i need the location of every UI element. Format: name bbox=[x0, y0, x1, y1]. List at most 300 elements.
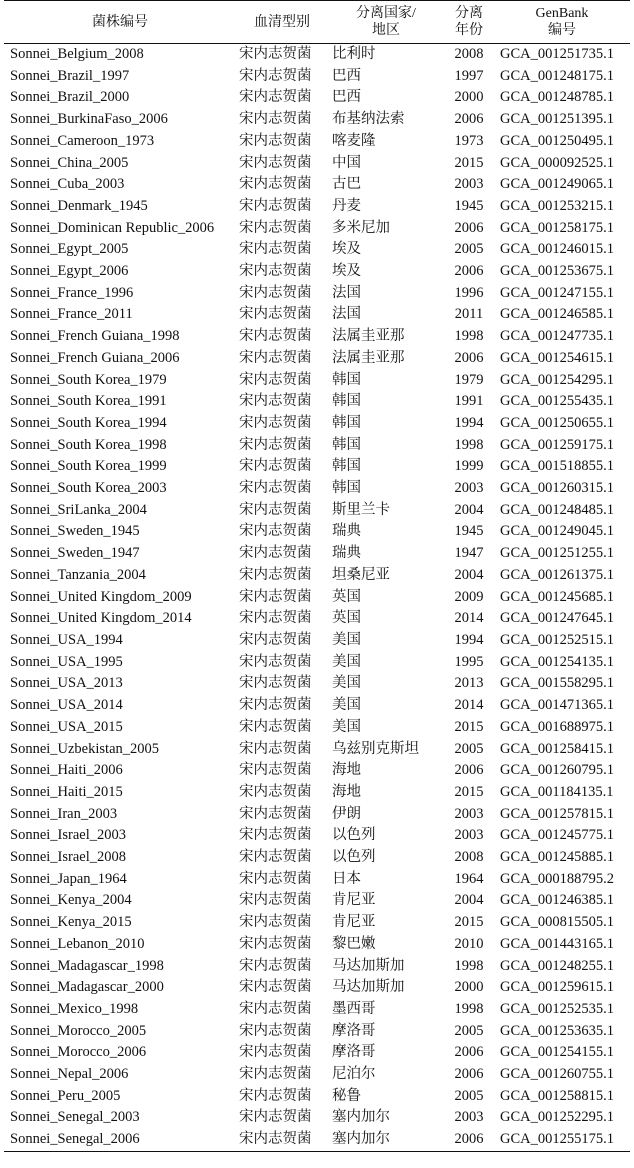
strain-id-cell: Sonnei_France_1996 bbox=[10, 284, 134, 301]
serotype-cell: 宋内志贺菌 bbox=[239, 111, 312, 128]
year-cell: 1964 bbox=[454, 870, 484, 887]
country-cell: 法国 bbox=[332, 284, 361, 301]
header-line: 菌株编号 bbox=[92, 14, 148, 30]
strain-id-cell: Sonnei_USA_2015 bbox=[10, 718, 123, 735]
country-cell: 中国 bbox=[332, 154, 361, 171]
table-row bbox=[4, 652, 630, 674]
serotype-cell: 宋内志贺菌 bbox=[239, 219, 312, 236]
serotype-cell: 宋内志贺菌 bbox=[239, 545, 312, 562]
strain-id-cell: Sonnei_Kenya_2004 bbox=[10, 892, 132, 909]
country-cell: 丹麦 bbox=[332, 197, 361, 214]
genbank-cell: GCA_001247735.1 bbox=[500, 328, 614, 345]
table-body bbox=[4, 44, 630, 1152]
genbank-cell: GCA_001246015.1 bbox=[500, 241, 614, 258]
table-row bbox=[4, 1021, 630, 1043]
year-cell: 1979 bbox=[454, 371, 484, 388]
serotype-cell: 宋内志贺菌 bbox=[239, 1066, 312, 1083]
genbank-cell: GCA_001443165.1 bbox=[500, 935, 614, 952]
genbank-cell: GCA_000188795.2 bbox=[500, 870, 614, 887]
serotype-cell: 宋内志贺菌 bbox=[239, 935, 312, 952]
year-cell: 2003 bbox=[454, 1109, 484, 1126]
table-row bbox=[4, 218, 630, 240]
table-row bbox=[4, 565, 630, 587]
country-cell: 斯里兰卡 bbox=[332, 501, 390, 518]
genbank-cell: GCA_001558295.1 bbox=[500, 675, 614, 692]
genbank-cell: GCA_001252535.1 bbox=[500, 1000, 614, 1017]
header-line: 地区 bbox=[372, 23, 400, 38]
serotype-cell: 宋内志贺菌 bbox=[239, 501, 312, 518]
country-cell: 巴西 bbox=[332, 89, 361, 106]
year-cell: 2014 bbox=[454, 697, 484, 714]
country-cell: 古巴 bbox=[332, 176, 361, 193]
strain-id-cell: Sonnei_South Korea_2003 bbox=[10, 480, 167, 497]
strain-id-cell: Sonnei_Morocco_2005 bbox=[10, 1022, 147, 1039]
genbank-cell: GCA_001254135.1 bbox=[500, 653, 614, 670]
serotype-cell: 宋内志贺菌 bbox=[239, 1022, 312, 1039]
serotype-cell: 宋内志贺菌 bbox=[239, 740, 312, 757]
genbank-cell: GCA_001258175.1 bbox=[500, 219, 614, 236]
country-cell: 肯尼亚 bbox=[332, 914, 376, 931]
strain-id-cell: Sonnei_Madagascar_1998 bbox=[10, 957, 164, 974]
genbank-cell: GCA_001246385.1 bbox=[500, 892, 614, 909]
serotype-cell: 宋内志贺菌 bbox=[239, 523, 312, 540]
country-cell: 韩国 bbox=[332, 436, 361, 453]
country-header bbox=[328, 1, 444, 44]
year-cell: 2006 bbox=[454, 1131, 484, 1148]
table-row bbox=[4, 739, 630, 761]
country-cell: 肯尼亚 bbox=[332, 892, 376, 909]
country-cell: 伊朗 bbox=[332, 805, 361, 822]
strain-id-cell: Sonnei_BurkinaFaso_2006 bbox=[10, 111, 168, 128]
strain-id-cell: Sonnei_South Korea_1999 bbox=[10, 458, 167, 475]
serotype-cell: 宋内志贺菌 bbox=[239, 349, 312, 366]
year-cell: 2010 bbox=[454, 935, 484, 952]
year-cell: 2005 bbox=[454, 1087, 484, 1104]
country-cell: 摩洛哥 bbox=[332, 1022, 376, 1039]
country-cell: 巴西 bbox=[332, 67, 361, 84]
strain-id-cell: Sonnei_USA_2014 bbox=[10, 697, 123, 714]
genbank-cell: GCA_001247155.1 bbox=[500, 284, 614, 301]
year-cell: 2003 bbox=[454, 176, 484, 193]
year-cell: 1998 bbox=[454, 1000, 484, 1017]
serotype-cell: 宋内志贺菌 bbox=[239, 414, 312, 431]
header-line: 年份 bbox=[455, 23, 483, 38]
year-cell: 1994 bbox=[454, 631, 484, 648]
table-row bbox=[4, 348, 630, 370]
country-cell: 海地 bbox=[332, 783, 361, 800]
table-row bbox=[4, 804, 630, 826]
country-cell: 韩国 bbox=[332, 371, 361, 388]
table-row bbox=[4, 521, 630, 543]
strain-id-cell: Sonnei_Madagascar_2000 bbox=[10, 979, 164, 996]
year-cell: 2006 bbox=[454, 1066, 484, 1083]
year-cell: 1997 bbox=[454, 67, 484, 84]
table-row bbox=[4, 283, 630, 305]
serotype-cell: 宋内志贺菌 bbox=[239, 762, 312, 779]
genbank-cell: GCA_001249045.1 bbox=[500, 523, 614, 540]
table-row bbox=[4, 890, 630, 912]
genbank-cell: GCA_001252515.1 bbox=[500, 631, 614, 648]
year-cell: 2003 bbox=[454, 480, 484, 497]
serotype-cell: 宋内志贺菌 bbox=[239, 979, 312, 996]
serotype-cell: 宋内志贺菌 bbox=[239, 197, 312, 214]
strain-id-cell: Sonnei_Cuba_2003 bbox=[10, 176, 125, 193]
country-cell: 英国 bbox=[332, 588, 361, 605]
table-row bbox=[4, 717, 630, 739]
year-cell: 2014 bbox=[454, 610, 484, 627]
strain-id-cell: Sonnei_USA_1995 bbox=[10, 653, 123, 670]
year-cell: 1998 bbox=[454, 436, 484, 453]
strain-id-cell: Sonnei_Sweden_1945 bbox=[10, 523, 140, 540]
strain-id-cell: Sonnei_Israel_2003 bbox=[10, 827, 126, 844]
year-cell: 1973 bbox=[454, 132, 484, 149]
country-cell: 马达加斯加 bbox=[332, 957, 405, 974]
genbank-cell: GCA_001254615.1 bbox=[500, 349, 614, 366]
serotype-cell: 宋内志贺菌 bbox=[239, 480, 312, 497]
table-row bbox=[4, 695, 630, 717]
strain-id-cell: Sonnei_Japan_1964 bbox=[10, 870, 127, 887]
year-cell: 2000 bbox=[454, 979, 484, 996]
table-row bbox=[4, 1086, 630, 1108]
table-row bbox=[4, 1129, 630, 1151]
serotype-cell: 宋内志贺菌 bbox=[239, 1131, 312, 1148]
country-cell: 埃及 bbox=[332, 263, 361, 280]
table-row bbox=[4, 608, 630, 630]
strain-id-cell: Sonnei_Brazil_2000 bbox=[10, 89, 130, 106]
table-row bbox=[4, 587, 630, 609]
genbank-cell: GCA_000092525.1 bbox=[500, 154, 614, 171]
serotype-cell: 宋内志贺菌 bbox=[239, 914, 312, 931]
serotype-cell: 宋内志贺菌 bbox=[239, 1000, 312, 1017]
strain-id-cell: Sonnei_Sweden_1947 bbox=[10, 545, 140, 562]
country-cell: 布基纳法索 bbox=[332, 111, 405, 128]
country-cell: 法国 bbox=[332, 306, 361, 323]
serotype-cell: 宋内志贺菌 bbox=[239, 805, 312, 822]
genbank-cell: GCA_001245775.1 bbox=[500, 827, 614, 844]
strain-id-cell: Sonnei_French Guiana_1998 bbox=[10, 328, 180, 345]
genbank-cell: GCA_001248175.1 bbox=[500, 67, 614, 84]
country-cell: 美国 bbox=[332, 697, 361, 714]
genbank-cell: GCA_001246585.1 bbox=[500, 306, 614, 323]
year-cell: 2004 bbox=[454, 892, 484, 909]
genbank-cell: GCA_001258415.1 bbox=[500, 740, 614, 757]
table-row bbox=[4, 912, 630, 934]
genbank-cell: GCA_001260755.1 bbox=[500, 1066, 614, 1083]
strain-id-cell: Sonnei_United Kingdom_2014 bbox=[10, 610, 192, 627]
strain-id-cell: Sonnei_Egypt_2006 bbox=[10, 263, 129, 280]
country-cell: 比利时 bbox=[332, 46, 376, 62]
strain-id-cell: Sonnei_Denmark_1945 bbox=[10, 197, 148, 214]
country-cell: 海地 bbox=[332, 762, 361, 779]
strain-id-cell: Sonnei_South Korea_1998 bbox=[10, 436, 167, 453]
year-cell: 2006 bbox=[454, 219, 484, 236]
serotype-cell: 宋内志贺菌 bbox=[239, 588, 312, 605]
country-cell: 塞内加尔 bbox=[332, 1131, 390, 1148]
country-cell: 塞内加尔 bbox=[332, 1109, 390, 1126]
strain-table bbox=[4, 0, 630, 1152]
strain-id-cell: Sonnei_South Korea_1994 bbox=[10, 414, 167, 431]
header-line: 分离国家/ bbox=[356, 6, 416, 21]
table-row bbox=[4, 261, 630, 283]
year-cell: 2006 bbox=[454, 1044, 484, 1061]
table-row bbox=[4, 825, 630, 847]
genbank-cell: GCA_000815505.1 bbox=[500, 914, 614, 931]
table-row bbox=[4, 977, 630, 999]
year-cell: 2008 bbox=[454, 849, 484, 866]
year-cell: 2004 bbox=[454, 566, 484, 583]
serotype-cell: 宋内志贺菌 bbox=[239, 371, 312, 388]
serotype-cell: 宋内志贺菌 bbox=[239, 89, 312, 106]
table-row bbox=[4, 478, 630, 500]
table-header bbox=[4, 1, 630, 44]
genbank-cell: GCA_001184135.1 bbox=[500, 783, 614, 800]
strain-id-cell: Sonnei_Brazil_1997 bbox=[10, 67, 130, 84]
header-line: 分离 bbox=[455, 6, 483, 21]
header-line: 编号 bbox=[548, 23, 576, 38]
table-row bbox=[4, 934, 630, 956]
strain-id-cell: Sonnei_Iran_2003 bbox=[10, 805, 118, 822]
strain-id-cell: Sonnei_United Kingdom_2009 bbox=[10, 588, 192, 605]
serotype-cell: 宋内志贺菌 bbox=[239, 610, 312, 627]
table-row bbox=[4, 109, 630, 131]
table-row bbox=[4, 956, 630, 978]
serotype-cell: 宋内志贺菌 bbox=[239, 458, 312, 475]
year-cell: 1996 bbox=[454, 284, 484, 301]
table-row bbox=[4, 760, 630, 782]
table-row bbox=[4, 44, 630, 66]
genbank-cell: GCA_001253635.1 bbox=[500, 1022, 614, 1039]
country-cell: 瑞典 bbox=[332, 545, 361, 562]
strain-id-cell: Sonnei_Senegal_2006 bbox=[10, 1131, 140, 1148]
table-row bbox=[4, 435, 630, 457]
serotype-cell: 宋内志贺菌 bbox=[239, 849, 312, 866]
strain-id-cell: Sonnei_Senegal_2003 bbox=[10, 1109, 140, 1126]
country-cell: 法属圭亚那 bbox=[332, 349, 405, 366]
serotype-header bbox=[236, 1, 328, 44]
genbank-cell: GCA_001245685.1 bbox=[500, 588, 614, 605]
genbank-cell: GCA_001471365.1 bbox=[500, 697, 614, 714]
genbank-cell: GCA_001247645.1 bbox=[500, 610, 614, 627]
table-row bbox=[4, 543, 630, 565]
country-cell: 美国 bbox=[332, 631, 361, 648]
genbank-cell: GCA_001254155.1 bbox=[500, 1044, 614, 1061]
strain-id-cell: Sonnei_Peru_2005 bbox=[10, 1087, 121, 1104]
year-cell: 1999 bbox=[454, 458, 484, 475]
genbank-cell: GCA_001518855.1 bbox=[500, 458, 614, 475]
strain-id-cell: Sonnei_France_2011 bbox=[10, 306, 133, 323]
serotype-cell: 宋内志贺菌 bbox=[239, 631, 312, 648]
table-row bbox=[4, 782, 630, 804]
serotype-cell: 宋内志贺菌 bbox=[239, 892, 312, 909]
serotype-cell: 宋内志贺菌 bbox=[239, 306, 312, 323]
table-row bbox=[4, 87, 630, 109]
strain-id-cell: Sonnei_Dominican Republic_2006 bbox=[10, 219, 215, 236]
genbank-cell: GCA_001251255.1 bbox=[500, 545, 614, 562]
genbank-cell: GCA_001259175.1 bbox=[500, 436, 614, 453]
strain-id-cell: Sonnei_Morocco_2006 bbox=[10, 1044, 147, 1061]
table-row bbox=[4, 456, 630, 478]
serotype-cell: 宋内志贺菌 bbox=[239, 67, 312, 84]
genbank-cell: GCA_001258815.1 bbox=[500, 1087, 614, 1104]
serotype-cell: 宋内志贺菌 bbox=[239, 328, 312, 345]
genbank-cell: GCA_001250655.1 bbox=[500, 414, 614, 431]
strain-id-header bbox=[4, 1, 236, 44]
country-cell: 喀麦隆 bbox=[332, 132, 376, 149]
table-row bbox=[4, 196, 630, 218]
country-cell: 美国 bbox=[332, 675, 361, 692]
serotype-cell: 宋内志贺菌 bbox=[239, 827, 312, 844]
genbank-cell: GCA_001251735.1 bbox=[500, 46, 614, 62]
table-row bbox=[4, 66, 630, 88]
serotype-cell: 宋内志贺菌 bbox=[239, 154, 312, 171]
year-cell: 2003 bbox=[454, 827, 484, 844]
genbank-cell: GCA_001248255.1 bbox=[500, 957, 614, 974]
serotype-cell: 宋内志贺菌 bbox=[239, 1109, 312, 1126]
genbank-cell: GCA_001251395.1 bbox=[500, 111, 614, 128]
strain-id-cell: Sonnei_USA_2013 bbox=[10, 675, 123, 692]
serotype-cell: 宋内志贺菌 bbox=[239, 1044, 312, 1061]
year-cell: 2005 bbox=[454, 740, 484, 757]
serotype-cell: 宋内志贺菌 bbox=[239, 284, 312, 301]
country-cell: 日本 bbox=[332, 870, 361, 887]
genbank-cell: GCA_001248785.1 bbox=[500, 89, 614, 106]
genbank-cell: GCA_001252295.1 bbox=[500, 1109, 614, 1126]
serotype-cell: 宋内志贺菌 bbox=[239, 1087, 312, 1104]
strain-id-cell: Sonnei_SriLanka_2004 bbox=[10, 501, 147, 518]
country-cell: 秘鲁 bbox=[332, 1087, 361, 1104]
table-row bbox=[4, 869, 630, 891]
serotype-cell: 宋内志贺菌 bbox=[239, 176, 312, 193]
genbank-cell: GCA_001260795.1 bbox=[500, 762, 614, 779]
country-cell: 马达加斯加 bbox=[332, 979, 405, 996]
strain-id-cell: Sonnei_China_2005 bbox=[10, 154, 129, 171]
table-row bbox=[4, 326, 630, 348]
genbank-cell: GCA_001255435.1 bbox=[500, 393, 614, 410]
serotype-cell: 宋内志贺菌 bbox=[239, 436, 312, 453]
table-row bbox=[4, 999, 630, 1021]
strain-id-cell: Sonnei_Lebanon_2010 bbox=[10, 935, 145, 952]
table-row bbox=[4, 153, 630, 175]
year-cell: 2005 bbox=[454, 241, 484, 258]
table-row bbox=[4, 1064, 630, 1086]
serotype-cell: 宋内志贺菌 bbox=[239, 957, 312, 974]
country-cell: 摩洛哥 bbox=[332, 1044, 376, 1061]
table-row bbox=[4, 500, 630, 522]
strain-id-cell: Sonnei_Mexico_1998 bbox=[10, 1000, 139, 1017]
country-cell: 法属圭亚那 bbox=[332, 328, 405, 345]
table-row bbox=[4, 847, 630, 869]
year-cell: 1998 bbox=[454, 328, 484, 345]
year-cell: 2006 bbox=[454, 111, 484, 128]
year-cell: 1994 bbox=[454, 414, 484, 431]
header-line: GenBank bbox=[535, 6, 589, 21]
year-cell: 2015 bbox=[454, 718, 484, 735]
strain-id-cell: Sonnei_Tanzania_2004 bbox=[10, 566, 146, 583]
strain-id-cell: Sonnei_French Guiana_2006 bbox=[10, 349, 180, 366]
serotype-cell: 宋内志贺菌 bbox=[239, 783, 312, 800]
genbank-cell: GCA_001259615.1 bbox=[500, 979, 614, 996]
strain-id-cell: Sonnei_Egypt_2005 bbox=[10, 241, 129, 258]
year-cell: 2015 bbox=[454, 914, 484, 931]
year-cell: 2009 bbox=[454, 588, 484, 605]
genbank-header bbox=[494, 1, 630, 44]
country-cell: 多米尼加 bbox=[332, 219, 390, 236]
strain-id-cell: Sonnei_South Korea_1979 bbox=[10, 371, 167, 388]
genbank-cell: GCA_001261375.1 bbox=[500, 566, 614, 583]
year-cell: 2004 bbox=[454, 501, 484, 518]
year-cell: 2003 bbox=[454, 805, 484, 822]
serotype-cell: 宋内志贺菌 bbox=[239, 697, 312, 714]
year-cell: 2006 bbox=[454, 349, 484, 366]
year-cell: 2006 bbox=[454, 762, 484, 779]
country-cell: 坦桑尼亚 bbox=[332, 566, 390, 583]
genbank-cell: GCA_001253675.1 bbox=[500, 263, 614, 280]
table-row bbox=[4, 174, 630, 196]
year-cell: 1945 bbox=[454, 523, 484, 540]
country-cell: 美国 bbox=[332, 653, 361, 670]
country-cell: 埃及 bbox=[332, 241, 361, 258]
serotype-cell: 宋内志贺菌 bbox=[239, 46, 312, 62]
strain-id-cell: Sonnei_Belgium_2008 bbox=[10, 46, 144, 62]
country-cell: 尼泊尔 bbox=[332, 1066, 376, 1083]
year-cell: 2008 bbox=[454, 46, 484, 62]
strain-id-cell: Sonnei_USA_1994 bbox=[10, 631, 123, 648]
genbank-cell: GCA_001688975.1 bbox=[500, 718, 614, 735]
year-cell: 2013 bbox=[454, 675, 484, 692]
genbank-cell: GCA_001253215.1 bbox=[500, 197, 614, 214]
header-row bbox=[4, 1, 630, 44]
country-cell: 墨西哥 bbox=[332, 1000, 376, 1017]
year-cell: 1991 bbox=[454, 393, 484, 410]
table-row bbox=[4, 131, 630, 153]
serotype-cell: 宋内志贺菌 bbox=[239, 132, 312, 149]
document-page bbox=[4, 0, 630, 1152]
strain-id-cell: Sonnei_Uzbekistan_2005 bbox=[10, 740, 160, 757]
serotype-cell: 宋内志贺菌 bbox=[239, 653, 312, 670]
country-cell: 韩国 bbox=[332, 480, 361, 497]
country-cell: 以色列 bbox=[332, 849, 376, 866]
country-cell: 韩国 bbox=[332, 414, 361, 431]
year-cell: 2011 bbox=[454, 306, 484, 323]
country-cell: 美国 bbox=[332, 718, 361, 735]
serotype-cell: 宋内志贺菌 bbox=[239, 566, 312, 583]
country-cell: 以色列 bbox=[332, 827, 376, 844]
strain-id-cell: Sonnei_South Korea_1991 bbox=[10, 393, 167, 410]
year-cell: 1947 bbox=[454, 545, 484, 562]
year-cell: 1995 bbox=[454, 653, 484, 670]
genbank-cell: GCA_001250495.1 bbox=[500, 132, 614, 149]
genbank-cell: GCA_001254295.1 bbox=[500, 371, 614, 388]
genbank-cell: GCA_001260315.1 bbox=[500, 480, 614, 497]
serotype-cell: 宋内志贺菌 bbox=[239, 263, 312, 280]
serotype-cell: 宋内志贺菌 bbox=[239, 393, 312, 410]
year-cell: 1998 bbox=[454, 957, 484, 974]
country-cell: 韩国 bbox=[332, 393, 361, 410]
serotype-cell: 宋内志贺菌 bbox=[239, 870, 312, 887]
genbank-cell: GCA_001249065.1 bbox=[500, 176, 614, 193]
table-row bbox=[4, 1042, 630, 1064]
strain-id-cell: Sonnei_Nepal_2006 bbox=[10, 1066, 129, 1083]
strain-id-cell: Sonnei_Cameroon_1973 bbox=[10, 132, 155, 149]
serotype-cell: 宋内志贺菌 bbox=[239, 718, 312, 735]
table-row bbox=[4, 391, 630, 413]
strain-id-cell: Sonnei_Israel_2008 bbox=[10, 849, 126, 866]
genbank-cell: GCA_001255175.1 bbox=[500, 1131, 614, 1148]
year-cell: 1945 bbox=[454, 197, 484, 214]
year-cell: 2006 bbox=[454, 263, 484, 280]
strain-id-cell: Sonnei_Haiti_2015 bbox=[10, 783, 123, 800]
table-row bbox=[4, 304, 630, 326]
